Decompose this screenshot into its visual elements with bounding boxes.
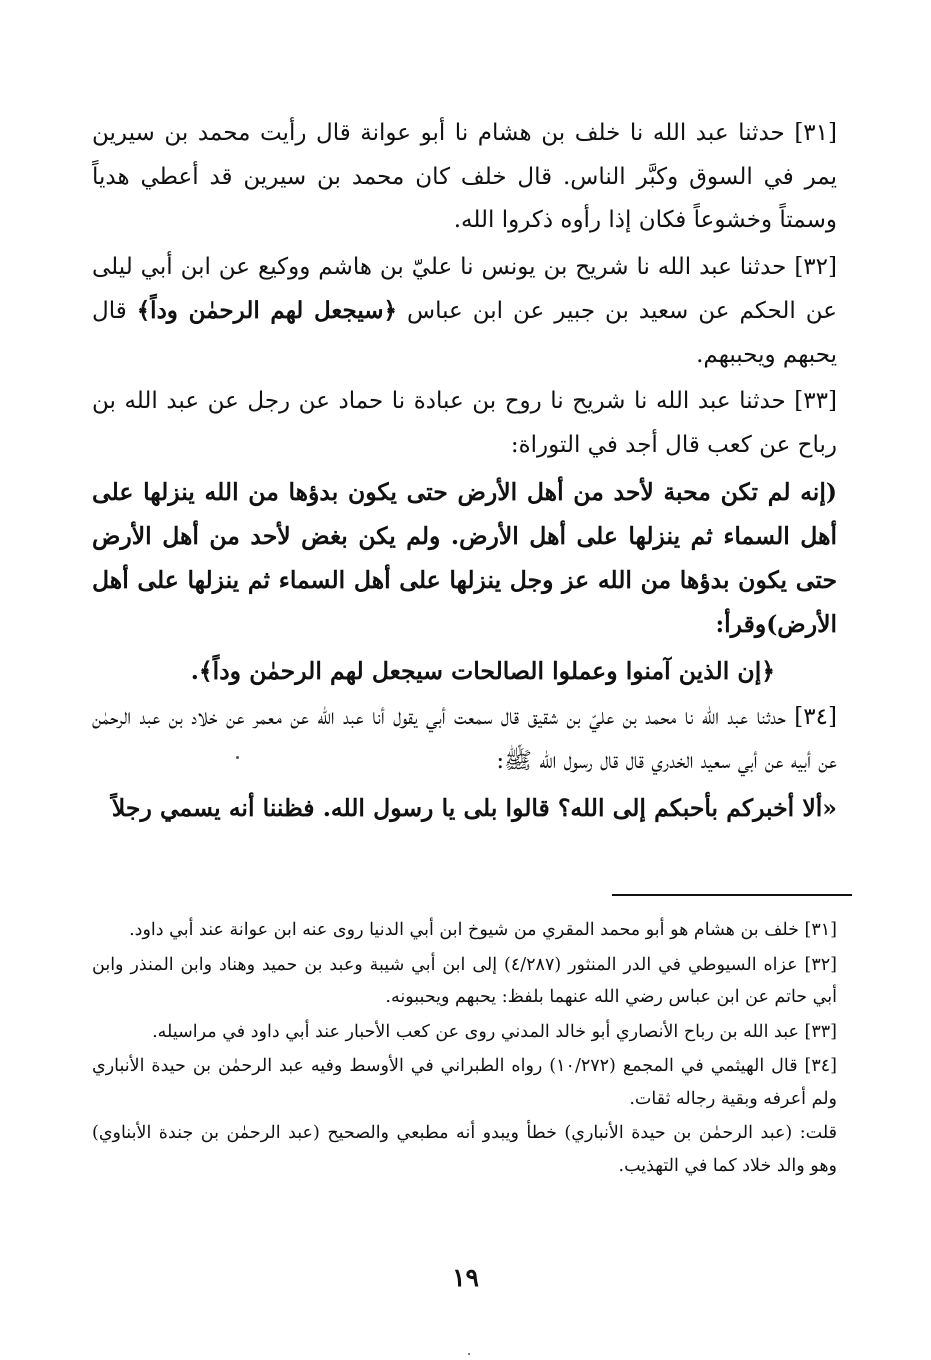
- hadith-32: [92, 246, 837, 378]
- hadith-32-end: قال يحبهم ويحببهم.: [92, 298, 837, 368]
- hadith-33: [٣٣] حدثنا عبد الله نا شريح نا روح بن عبادة نا حماد عن رجل عن عبد الله بن رباح عن كعب قال أجد في التوراة:: [92, 388, 837, 458]
- footnote-32: [٣٢] عزاه السيوطي في الدر المنثور (٤/٢٨٧) إلى ابن أبي شيبة وعبد بن حميد وهناد وابن المنذر وابن أبي حاتم عن ابن عباس رضي الله عنهما بلفظ: يحبهم ويحببونه.: [92, 954, 837, 1007]
- scan-speck: [236, 756, 239, 759]
- footnotes: [92, 914, 837, 1184]
- footnote-34: [٣٤] قال الهيثمي في المجمع (١٠/٢٧٢) رواه الطبراني في الأوسط وفيه عبد الرحمٰن بن حيدة الأنباري ولم أعرفه وبقية رجاله ثقات.: [92, 1056, 837, 1109]
- hadith-34-quote: «ألا أخبركم بأحبكم إلى الله؟ قالوا بلى يا رسول الله. فظننا أنه يسمي رجلاً: [111, 794, 837, 822]
- scan-speck: [468, 1353, 470, 1355]
- footnote-33: [٣٣] عبد الله بن رباح الأنصاري أبو خالد المدني روى عن كعب الأحبار عند أبي داود في مراسيله.: [152, 1021, 837, 1042]
- hadith-34: [٣٤] حدثنا عبد الله نا محمد بن عليّ بن شقيق قال سمعت أبي يقول أنا عبد الله عن معمر عن خلاد بن عبد الرحمٰن عن أبيه عن أبي سعيد الخدري قال قال رسول الله ﷺ:: [92, 704, 837, 774]
- hadith-32-quran-quote: ﴿سيجعل لهم الرحمٰن وداً﴾: [136, 297, 398, 324]
- hadith-31: [٣١] حدثنا عبد الله نا خلف بن هشام نا أبو عوانة قال رأيت محمد بن سيرين يمر في السوق وكبَّر الناس. قال خلف كان محمد بن سيرين قد أعطي هدياً وسمتاً وخشوعاً فكان إذا رأوه ذكروا الله.: [92, 120, 837, 233]
- page-number: ١٩: [452, 1263, 479, 1292]
- footnote-34-addendum: قلت: (عبد الرحمٰن بن حيدة الأنباري) خطأ ويبدو أنه مطبعي والصحيح (عبد الرحمٰن بن جندة الأبناوي) وهو والد خلاد كما في التهذيب.: [92, 1123, 837, 1176]
- hadith-32-text: [٣٢] حدثنا عبد الله نا شريح بن يونس نا عليّ بن هاشم ووكيع عن ابن أبي ليلى عن الحكم عن سعيد بن جبير عن ابن عباس: [92, 253, 837, 324]
- footnote-31: [٣١] خلف بن هشام هو أبو محمد المقري من شيوخ ابن أبي الدنيا روى عنه ابن عوانة عند أبي داود.: [129, 920, 837, 940]
- hadith-33-tawrat-quote: (إنه لم تكن محبة لأحد من أهل الأرض حتى يكون بدؤها من الله ينزلها على أهل السماء ثم ينزلها على أهل الأرض. ولم يكن بغض لأحد من أهل الأرض حتى يكون بدؤها من الله عز وجل ينزلها على أهل السماء ثم ينزلها على أهل الأرض)وقرأ:: [92, 478, 837, 638]
- main-text: [92, 112, 837, 833]
- footnote-separator: [612, 894, 852, 896]
- quran-verse: ﴿إن الذين آمنوا وعملوا الصالحات سيجعل لهم الرحمٰن وداً﴾.: [190, 657, 775, 685]
